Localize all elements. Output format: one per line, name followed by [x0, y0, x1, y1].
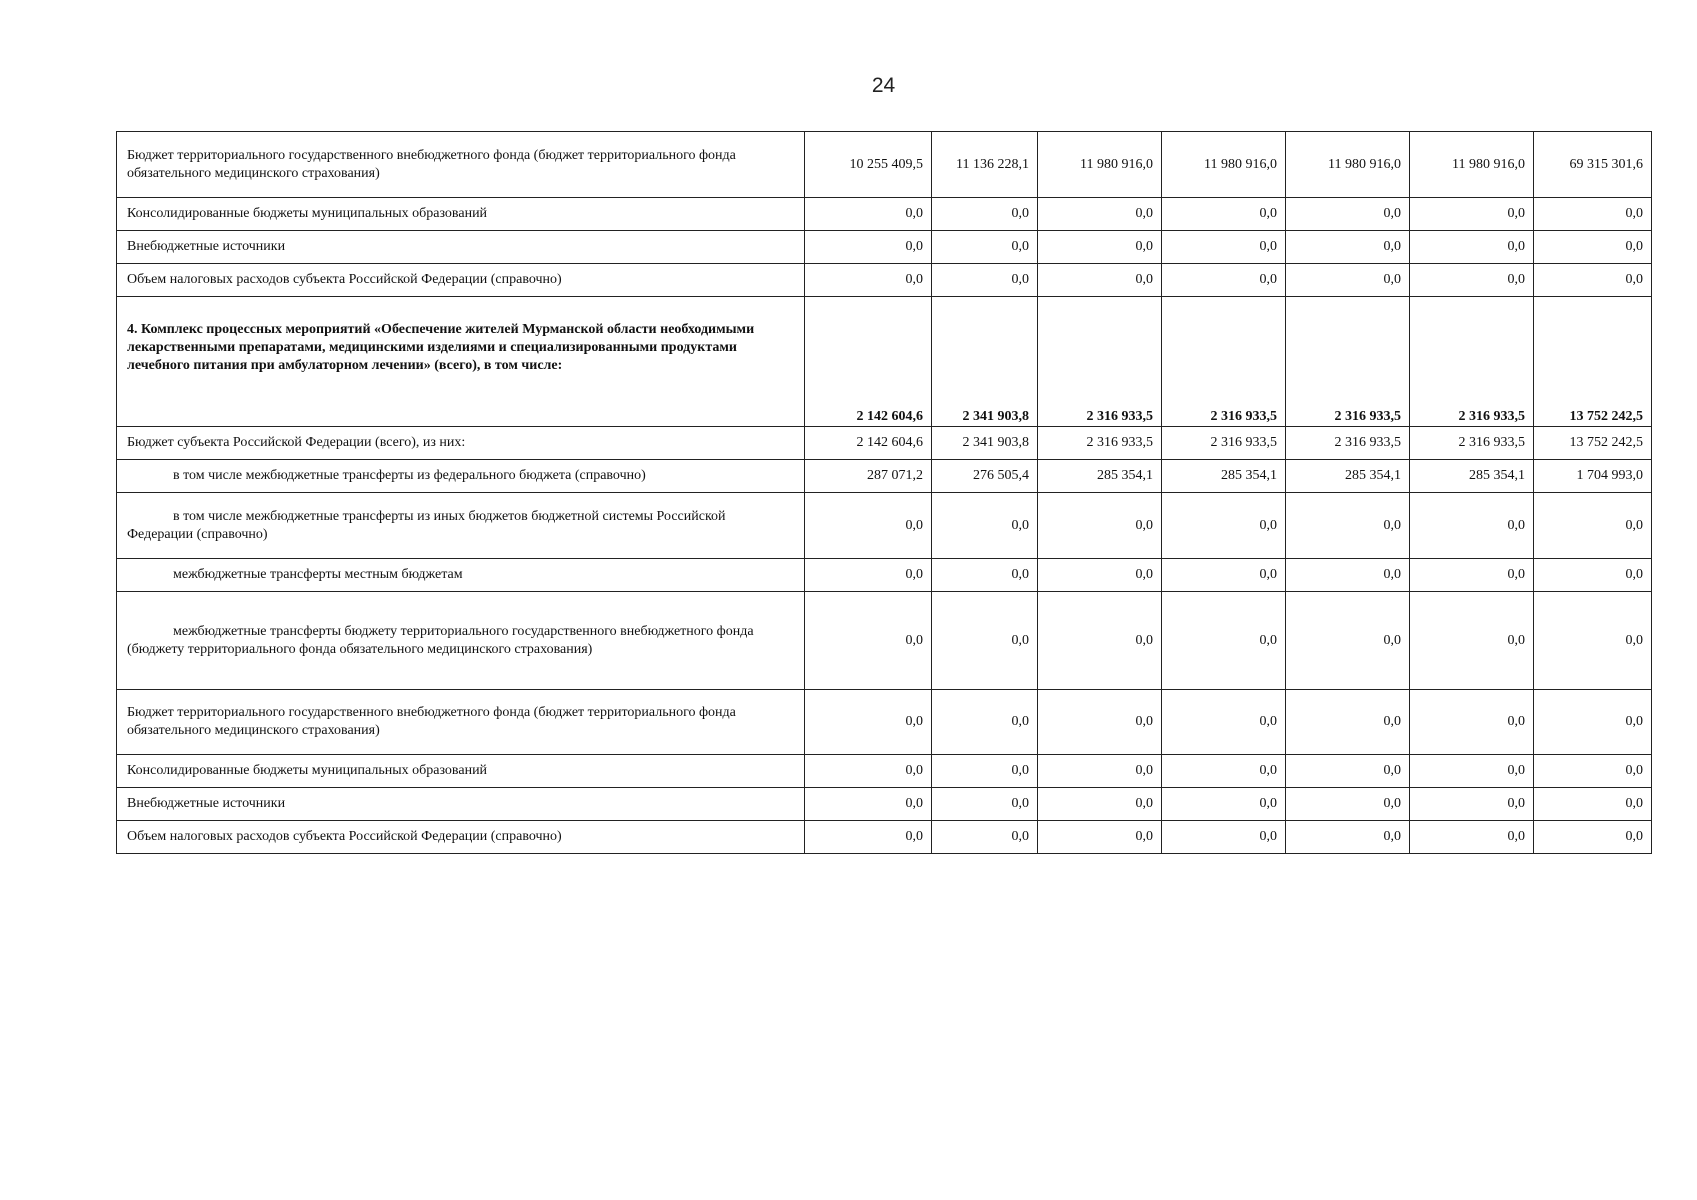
value-cell: 0,0: [1162, 592, 1286, 690]
value-cell: 0,0: [1162, 493, 1286, 559]
value-cell: 0,0: [1286, 592, 1410, 690]
row-label: Бюджет территориального государственного внебюджетного фонда (бюджет территориального фонда обязательного медицинского страхования): [117, 690, 805, 755]
value-cell: 0,0: [1286, 231, 1410, 264]
value-cell: 0,0: [1534, 198, 1652, 231]
table-row: [117, 559, 1652, 592]
value-cell: 0,0: [1534, 788, 1652, 821]
value-cell: 0,0: [1162, 559, 1286, 592]
value-cell: 285 354,1: [1162, 460, 1286, 493]
value-cell: 2 316 933,5: [1410, 427, 1534, 460]
value-cell: 0,0: [1038, 231, 1162, 264]
total-value-cell: 13 752 242,5: [1534, 297, 1652, 427]
value-cell: 0,0: [1038, 821, 1162, 854]
row-label: межбюджетные трансферты местным бюджетам: [117, 559, 805, 592]
value-cell: 2 341 903,8: [932, 427, 1038, 460]
value-cell: 0,0: [1162, 821, 1286, 854]
value-cell: 0,0: [932, 493, 1038, 559]
row-label: Объем налоговых расходов субъекта Российской Федерации (справочно): [117, 264, 805, 297]
value-cell: 0,0: [932, 690, 1038, 755]
value-cell: 0,0: [1038, 755, 1162, 788]
budget-table: [116, 131, 1652, 854]
value-cell: 2 316 933,5: [1038, 427, 1162, 460]
table-row: [117, 493, 1652, 559]
value-cell: 0,0: [1038, 559, 1162, 592]
value-cell: 0,0: [1162, 788, 1286, 821]
value-cell: 11 136 228,1: [932, 132, 1038, 198]
value-cell: 10 255 409,5: [805, 132, 932, 198]
value-cell: 0,0: [1162, 231, 1286, 264]
value-cell: 0,0: [932, 788, 1038, 821]
value-cell: 0,0: [805, 231, 932, 264]
value-cell: 0,0: [805, 690, 932, 755]
value-cell: 0,0: [1410, 231, 1534, 264]
table-body: [117, 132, 1652, 854]
row-label: Консолидированные бюджеты муниципальных образований: [117, 198, 805, 231]
row-label: Внебюджетные источники: [117, 788, 805, 821]
total-value-cell: 2 316 933,5: [1038, 297, 1162, 427]
table-row: [117, 231, 1652, 264]
value-cell: 0,0: [1286, 788, 1410, 821]
value-cell: 2 142 604,6: [805, 427, 932, 460]
value-cell: 0,0: [932, 198, 1038, 231]
total-value-cell: 2 316 933,5: [1162, 297, 1286, 427]
value-cell: 0,0: [932, 592, 1038, 690]
value-cell: 0,0: [1410, 493, 1534, 559]
section-heading: 4. Комплекс процессных мероприятий «Обеспечение жителей Мурманской области необходимыми лекарственными препаратами, медицинскими изделиями и специализированными продуктами лечебного питания при амбулаторном лечении» (всего), в том числе:: [117, 297, 805, 427]
value-cell: 0,0: [1286, 755, 1410, 788]
value-cell: 0,0: [1162, 198, 1286, 231]
value-cell: 0,0: [1410, 264, 1534, 297]
value-cell: 0,0: [932, 264, 1038, 297]
value-cell: 0,0: [805, 493, 932, 559]
table-row: [117, 132, 1652, 198]
table-row: [117, 264, 1652, 297]
value-cell: 0,0: [805, 821, 932, 854]
value-cell: 0,0: [932, 755, 1038, 788]
row-label: Внебюджетные источники: [117, 231, 805, 264]
table-row: [117, 198, 1652, 231]
value-cell: 287 071,2: [805, 460, 932, 493]
value-cell: 13 752 242,5: [1534, 427, 1652, 460]
value-cell: 0,0: [932, 559, 1038, 592]
row-label: Бюджет территориального государственного внебюджетного фонда (бюджет территориального фонда обязательного медицинского страхования): [117, 132, 805, 198]
total-value-cell: 2 316 933,5: [1286, 297, 1410, 427]
value-cell: 0,0: [1410, 788, 1534, 821]
value-cell: 0,0: [1162, 690, 1286, 755]
value-cell: 0,0: [1038, 788, 1162, 821]
value-cell: 0,0: [805, 559, 932, 592]
value-cell: 0,0: [1534, 264, 1652, 297]
table-row: [117, 755, 1652, 788]
row-label: в том числе межбюджетные трансферты из федерального бюджета (справочно): [117, 460, 805, 493]
value-cell: 0,0: [1038, 493, 1162, 559]
value-cell: 0,0: [1038, 592, 1162, 690]
value-cell: 69 315 301,6: [1534, 132, 1652, 198]
value-cell: 0,0: [1286, 264, 1410, 297]
value-cell: 1 704 993,0: [1534, 460, 1652, 493]
value-cell: 0,0: [1534, 559, 1652, 592]
value-cell: 0,0: [1286, 690, 1410, 755]
table-row: [117, 592, 1652, 690]
value-cell: 285 354,1: [1410, 460, 1534, 493]
table-row: [117, 460, 1652, 493]
value-cell: 11 980 916,0: [1410, 132, 1534, 198]
row-label: Объем налоговых расходов субъекта Российской Федерации (справочно): [117, 821, 805, 854]
row-label: Бюджет субъекта Российской Федерации (всего), из них:: [117, 427, 805, 460]
value-cell: 0,0: [932, 821, 1038, 854]
value-cell: 11 980 916,0: [1038, 132, 1162, 198]
row-label: межбюджетные трансферты бюджету территориального государственного внебюджетного фонда (бюджету территориального фонда обязательного медицинского страхования): [117, 592, 805, 690]
value-cell: 285 354,1: [1286, 460, 1410, 493]
value-cell: 0,0: [1038, 690, 1162, 755]
value-cell: 0,0: [805, 264, 932, 297]
value-cell: 0,0: [805, 788, 932, 821]
value-cell: 0,0: [1534, 755, 1652, 788]
value-cell: 0,0: [1534, 592, 1652, 690]
table-row: [117, 690, 1652, 755]
value-cell: 0,0: [1286, 198, 1410, 231]
page-number: 24: [871, 74, 896, 97]
value-cell: 276 505,4: [932, 460, 1038, 493]
total-value-cell: 2 142 604,6: [805, 297, 932, 427]
value-cell: 2 316 933,5: [1286, 427, 1410, 460]
value-cell: 0,0: [1286, 559, 1410, 592]
total-value-cell: 2 341 903,8: [932, 297, 1038, 427]
value-cell: 0,0: [1410, 198, 1534, 231]
value-cell: 0,0: [932, 231, 1038, 264]
value-cell: 0,0: [1286, 821, 1410, 854]
value-cell: 0,0: [1410, 559, 1534, 592]
value-cell: 0,0: [1410, 755, 1534, 788]
value-cell: 0,0: [1410, 690, 1534, 755]
value-cell: 0,0: [1162, 755, 1286, 788]
table-row: [117, 788, 1652, 821]
value-cell: 0,0: [1410, 821, 1534, 854]
value-cell: 11 980 916,0: [1286, 132, 1410, 198]
value-cell: 0,0: [1162, 264, 1286, 297]
value-cell: 11 980 916,0: [1162, 132, 1286, 198]
value-cell: 0,0: [805, 198, 932, 231]
table-row: [117, 427, 1652, 460]
row-label: в том числе межбюджетные трансферты из иных бюджетов бюджетной системы Российской Федерации (справочно): [117, 493, 805, 559]
section-total-row: [117, 297, 1652, 427]
table-row: [117, 821, 1652, 854]
row-label: Консолидированные бюджеты муниципальных образований: [117, 755, 805, 788]
value-cell: 0,0: [1038, 264, 1162, 297]
value-cell: 285 354,1: [1038, 460, 1162, 493]
value-cell: 0,0: [1534, 690, 1652, 755]
value-cell: 0,0: [1534, 821, 1652, 854]
value-cell: 0,0: [1534, 493, 1652, 559]
value-cell: 0,0: [1038, 198, 1162, 231]
value-cell: 2 316 933,5: [1162, 427, 1286, 460]
total-value-cell: 2 316 933,5: [1410, 297, 1534, 427]
value-cell: 0,0: [1534, 231, 1652, 264]
value-cell: 0,0: [1410, 592, 1534, 690]
value-cell: 0,0: [1286, 493, 1410, 559]
value-cell: 0,0: [805, 755, 932, 788]
value-cell: 0,0: [805, 592, 932, 690]
